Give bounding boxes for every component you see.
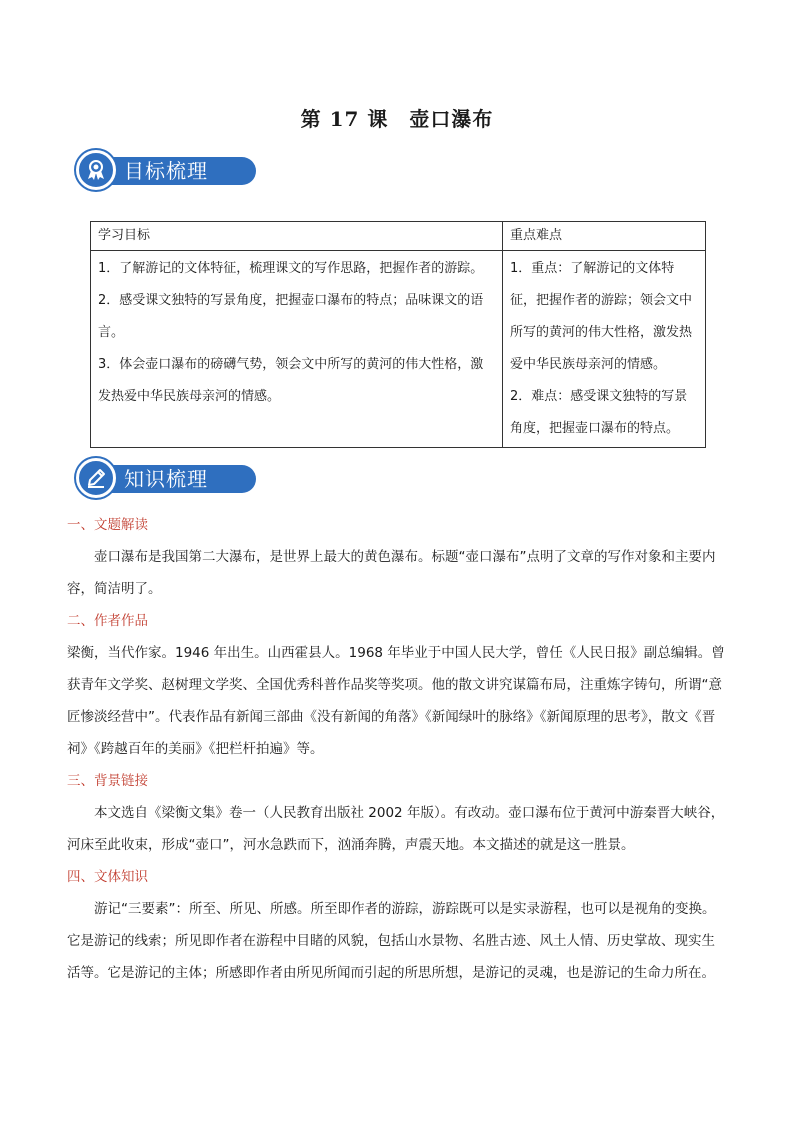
section-heading: 一、文题解读	[67, 517, 148, 533]
keypoint-item: 1．重点：了解游记的文体特征，把握作者的游踪；领会文中所写的黄河的伟大性格，激发热爱中华民族母亲河的情感。	[510, 261, 693, 372]
section-author	[67, 605, 727, 765]
keypoint-item: 2．难点：感受课文独特的写景角度，把握壶口瀑布的特点。	[510, 389, 688, 436]
goal-item: 3．体会壶口瀑布的磅礴气势，领会文中所写的黄河的伟大性格，激发热爱中华民族母亲河的情感。	[98, 357, 484, 404]
section-text: 本文选自《梁衡文集》卷一（人民教育出版社 2002 年版）。有改动。壶口瀑布位于黄河中游秦晋大峡谷，河床至此收束，形成“壶口”，河水急跌而下，汹涌奔腾，声震天地。本文描述的就是这一胜景。	[67, 805, 725, 853]
goals-cell	[91, 251, 503, 448]
section-heading: 三、背景链接	[67, 773, 148, 789]
section-title-interpretation	[67, 509, 727, 605]
keypoints-header: 重点难点	[503, 222, 706, 251]
award-icon	[76, 150, 116, 190]
goals-table	[90, 221, 706, 448]
page-title: 第 17 课 壶口瀑布	[300, 107, 494, 131]
section-heading: 四、文体知识	[67, 869, 148, 885]
keypoints-cell	[503, 251, 706, 448]
goals-header: 学习目标	[91, 222, 503, 251]
section-background	[67, 765, 727, 861]
goal-item: 1．了解游记的文体特征，梳理课文的写作思路，把握作者的游踪。	[98, 261, 484, 276]
section-heading: 二、作者作品	[67, 613, 148, 629]
goals-banner-label: 目标梳理	[96, 157, 256, 185]
goal-item: 2．感受课文独特的写景角度，把握壶口瀑布的特点；品味课文的语言。	[98, 293, 484, 340]
section-genre	[67, 861, 727, 989]
pencil-icon	[76, 458, 116, 498]
section-text: 游记“三要素”：所至、所见、所感。所至即作者的游踪，游踪既可以是实录游程，也可以是视角的变换。它是游记的线索；所见即作者在游程中目睹的风貌，包括山水景物、名胜古迹、风土人情、历史掌故、现实生活等。它是游记的主体；所感即作者由所见所闻而引起的所思所想，是游记的灵魂，也是游记的生命力所在。	[67, 901, 716, 981]
knowledge-banner-label: 知识梳理	[96, 465, 256, 493]
section-text: 壶口瀑布是我国第二大瀑布，是世界上最大的黄色瀑布。标题“壶口瀑布”点明了文章的写作对象和主要内容，简洁明了。	[67, 549, 716, 597]
section-text: 梁衡，当代作家。1946 年出生。山西霍县人。1968 年毕业于中国人民大学，曾任《人民日报》副总编辑。曾获青年文学奖、赵树理文学奖、全国优秀科普作品奖等奖项。他的散文讲究谋篇布局，注重炼字铸句，所谓“意匠惨淡经营中”。代表作品有新闻三部曲《没有新闻的角落》《新闻绿叶的脉络》《新闻原理的思考》，散文《晋祠》《跨越百年的美丽》《把栏杆拍遍》等。	[67, 645, 725, 757]
